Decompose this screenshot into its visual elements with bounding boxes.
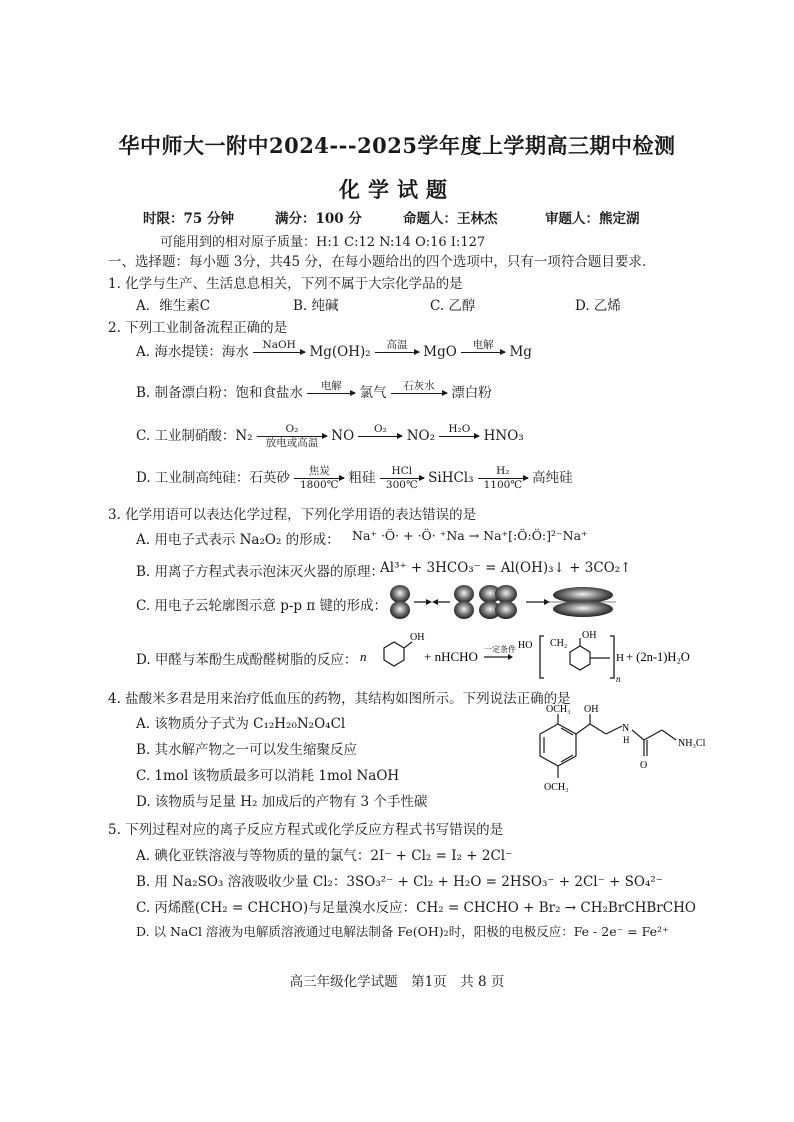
electron-cloud-pi-bond-figure <box>378 584 618 620</box>
q4-option-b: B. 其水解产物之一可以发生缩聚反应 <box>136 742 358 758</box>
q2-d-cond-3-bot: 1100℃ <box>483 479 523 491</box>
approach-arrows <box>414 599 450 605</box>
pi-bond-cloud <box>548 587 616 617</box>
result-arrow <box>526 599 550 605</box>
reaction-arrow <box>484 654 513 660</box>
benzene-ring <box>540 724 576 766</box>
q2-d-label: D. 工业制高纯硅：石英砂 <box>136 470 290 486</box>
q5-stem: 5. 下列过程对应的离子反应方程式或化学反应方程式书写错误的是 <box>108 822 504 838</box>
q2-d-cond-1-top: 焦炭 <box>308 465 330 477</box>
q4-option-d: D. 该物质与足量 H₂ 加成后的产物有 3 个手性碳 <box>136 794 428 810</box>
q3-option-c-label: C. 用电子云轮廓图示意 p-p π 键的形成： <box>136 598 388 614</box>
q4-stem: 4. 盐酸米多君是用来治疗低血压的药物，其结构如图所示。下列说法正确的是 <box>108 691 571 707</box>
q2-b-arrow-1 <box>307 381 355 406</box>
exam-subtitle: 化学试题 <box>339 177 455 202</box>
q2-b-cond-1: 电解 <box>320 380 342 392</box>
q2-c-arrow-2 <box>358 424 402 449</box>
q2-c-cond-3: H₂O <box>448 423 471 435</box>
page-footer: 高三年级化学试题 第1页 共 8 页 <box>289 974 505 990</box>
q2-option-a <box>136 340 532 365</box>
resin-ho-label: HO <box>518 640 533 651</box>
q2-a-arrow-2 <box>375 340 419 365</box>
q2-c-arrow-3 <box>439 424 479 449</box>
q1-option-c: C. 乙醇 <box>430 298 476 314</box>
q2-d-cond-1-bot: 1800℃ <box>300 479 339 491</box>
p-orbital-left <box>390 585 410 619</box>
q3-option-d-label: D. 甲醛与苯酚生成酚醛树脂的反应： <box>136 652 358 668</box>
q2-a-product-3: Mg <box>509 344 532 360</box>
q2-d-arrow-1 <box>294 466 344 491</box>
q2-b-product-1: 氯气 <box>359 385 387 401</box>
methoxy-top-label: OCH₃ <box>546 704 571 715</box>
setter: 命题人：王林杰 <box>403 211 498 227</box>
q2-option-b <box>136 381 492 406</box>
q3-option-b-equation: Al³⁺ + 3HCO₃⁻ = Al(OH)₃↓ + 3CO₂↑ <box>380 560 632 576</box>
q1-stem: 1. 化学与生产、生活息息相关，下列不属于大宗化学品的是 <box>108 276 463 292</box>
exam-title: 华中师大一附中2024---2025学年度上学期高三期中检测 <box>118 133 676 158</box>
phenol-oh-label: OH <box>410 632 425 643</box>
ammonium-label: NH₃Cl <box>678 738 706 749</box>
q2-d-cond-3-top: H₂ <box>496 465 510 477</box>
full-score: 满分：100 分 <box>275 211 362 227</box>
q2-a-product-1: Mg(OH)₂ <box>309 344 371 360</box>
q2-a-cond-3: 电解 <box>472 339 494 351</box>
q2-a-label: A. 海水提镁：海水 <box>136 344 249 360</box>
q2-b-cond-2: 石灰水 <box>403 380 435 392</box>
atomic-masses: 可能用到的相对原子质量：H:1 C:12 N:14 O:16 I:127 <box>160 235 486 250</box>
q2-stem: 2. 下列工业制备流程正确的是 <box>108 320 288 336</box>
carbonyl-o-label: O <box>640 760 648 771</box>
resin-end-h: H <box>616 652 624 664</box>
q3-option-a-label: A. 用电子式表示 Na₂O₂ 的形成： <box>136 532 340 548</box>
water-byproduct: + (2n-1)H₂O <box>626 650 690 664</box>
q2-a-product-2: MgO <box>423 344 457 360</box>
q2-a-arrow-1 <box>253 340 305 365</box>
q5-option-a: A. 碘化亚铁溶液与等物质的量的氯气：2I⁻ + Cl₂ = I₂ + 2Cl⁻ <box>136 848 513 864</box>
q3-option-a-equation: Na⁺ ·Ö· + ·Ö· ⁺Na → Na⁺[:Ö:Ö:]²⁻Na⁺ <box>352 528 588 543</box>
q1-option-a: A．维生素C <box>136 298 211 314</box>
methoxy-bottom-label: OCH₃ <box>544 782 569 793</box>
q2-c-label: C. 工业制硝酸：N₂ <box>136 428 253 444</box>
q2-d-arrow-3 <box>478 466 528 491</box>
q2-d-product-3: 高纯硅 <box>532 470 573 486</box>
phenolic-resin-reaction-figure <box>360 628 694 686</box>
q2-b-label: B. 制备漂白粉：饱和食盐水 <box>136 385 304 401</box>
resin-ch2-label: CH₂ <box>550 638 568 649</box>
q2-c-product-3: HNO₃ <box>483 428 524 444</box>
q2-c-arrow-1 <box>257 424 327 449</box>
phenol-structure <box>384 642 412 666</box>
time-limit: 时限：75 分钟 <box>143 211 234 227</box>
q2-c-product-2: NO₂ <box>406 428 436 444</box>
q2-option-c <box>136 424 524 449</box>
resin-oh-label: OH <box>582 630 597 641</box>
q3-option-b-label: B. 用离子方程式表示泡沫灭火器的原理： <box>136 564 385 580</box>
q2-d-cond-2-top: HCl <box>391 465 413 477</box>
q2-a-arrow-3 <box>461 340 505 365</box>
q1-option-b: B. 纯碱 <box>293 298 339 314</box>
p-orbital-right <box>454 585 474 619</box>
q4-option-c: C. 1mol 该物质最多可以消耗 1mol NaOH <box>136 768 400 784</box>
q2-a-cond-1: NaOH <box>262 339 296 351</box>
p-orbitals-overlap <box>479 585 517 619</box>
q2-a-cond-2: 高温 <box>386 339 408 351</box>
q3-stem: 3. 化学用语可以表达化学过程，下列化学用语的表达错误的是 <box>108 507 477 523</box>
reaction-condition: 一定条件 <box>484 645 516 654</box>
q2-option-d <box>136 466 573 491</box>
q2-c-cond-2: O₂ <box>374 423 387 435</box>
q2-d-cond-2-bot: 300℃ <box>385 479 418 491</box>
section-heading: 一、选择题：每小题 3分，共45 分，在每小题给出的四个选项中，只有一项符合题目要求. <box>108 254 647 270</box>
q5-option-c: C. 丙烯醛(CH₂ = CHCHO)与足量溴水反应：CH₂ = CHCHO + Br₂ → CH₂BrCHBrCHO <box>136 900 696 916</box>
q2-d-arrow-2 <box>380 466 424 491</box>
formaldehyde-term: + nHCHO <box>424 649 478 664</box>
q2-d-product-2: SiHCl₃ <box>428 470 474 486</box>
q2-c-product-1: NO <box>331 428 355 444</box>
resin-ring <box>570 638 610 670</box>
midodrine-structure-figure <box>516 700 726 812</box>
q2-b-arrow-2 <box>391 381 447 406</box>
degree-of-polymerization: n <box>616 674 621 684</box>
amide-h-label: H <box>623 735 630 745</box>
reviewer: 审题人：熊定湖 <box>545 211 640 227</box>
q4-option-a: A. 该物质分子式为 C₁₂H₂₀N₂O₄Cl <box>136 716 346 732</box>
reaction-coefficient-n: n <box>360 649 367 664</box>
q2-b-product-2: 漂白粉 <box>451 385 492 401</box>
q1-option-d: D. 乙烯 <box>575 298 621 314</box>
q2-d-product-1: 粗硅 <box>348 470 376 486</box>
q5-option-b: B. 用 Na₂SO₃ 溶液吸收少量 Cl₂：3SO₃²⁻ + Cl₂ + H₂O = 2HSO₃⁻ + 2Cl⁻ + SO₄²⁻ <box>136 874 663 890</box>
amide-n-label: N <box>622 723 630 734</box>
q2-c-cond-1-top: O₂ <box>285 423 299 435</box>
q2-c-cond-1-bot: 放电或高温 <box>265 437 319 449</box>
hydroxyl-label: OH <box>584 704 599 715</box>
q5-option-d: D. 以 NaCl 溶液为电解质溶液通过电解法制备 Fe(OH)₂时，阳极的电极反应：Fe - 2e⁻ = Fe²⁺ <box>136 924 669 939</box>
